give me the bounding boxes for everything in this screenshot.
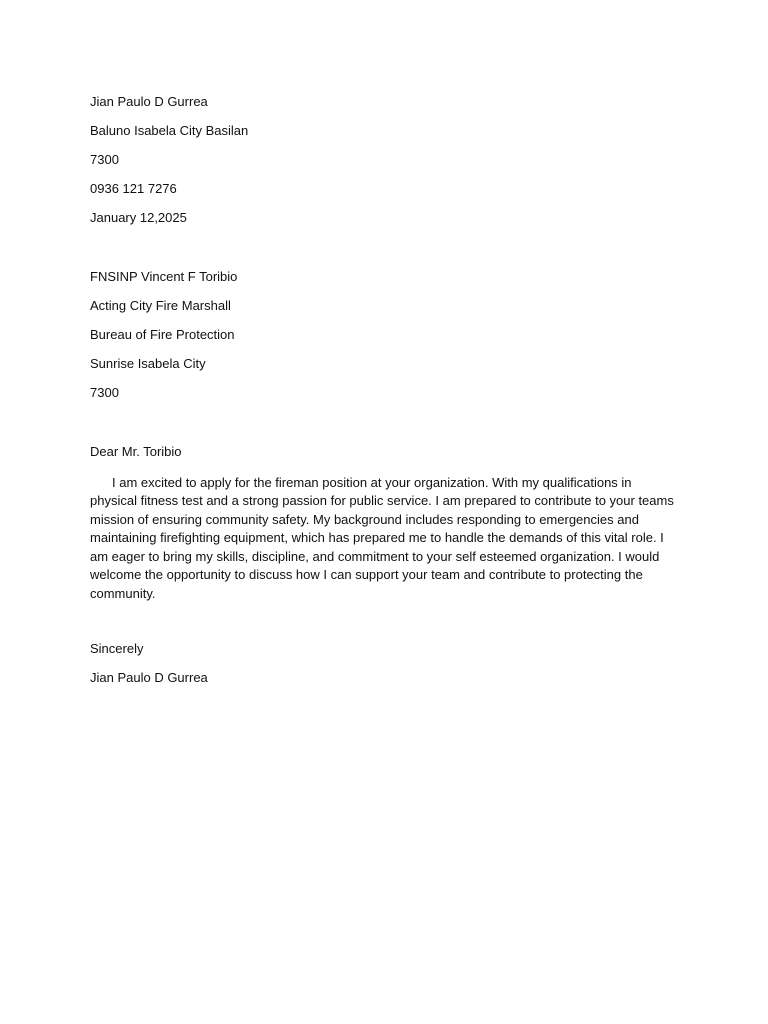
recipient-address: Sunrise Isabela City [90,356,206,371]
letter-date: January 12,2025 [90,210,187,225]
recipient-organization: Bureau of Fire Protection [90,327,235,342]
section-spacer [90,413,678,443]
letter-body: I am excited to apply for the fireman position at your organization. With my qualifications in physical fitness test and a strong passion for public service. I am prepared to contribute to your teams mission of ensuring community safety. My background includes responding to emergencies and maintaining firefighting equipment, which has prepared me to handle the demands of this vital role. I am eager to bring my skills, discipline, and commitment to your self esteemed organization. I would welcome the opportunity to discuss how I can support your team and contribute to protecting the community. [90,474,674,601]
recipient-title: Acting City Fire Marshall [90,298,231,313]
recipient-name: FNSINP Vincent F Toribio [90,269,238,284]
signature-name: Jian Paulo D Gurrea [90,670,208,685]
letter-content [90,93,678,698]
sender-zip: 7300 [90,152,119,167]
sender-phone: 0936 121 7276 [90,181,177,196]
section-spacer [90,603,678,640]
closing: Sincerely [90,641,144,656]
recipient-zip: 7300 [90,385,119,400]
sender-address: Baluno Isabela City Basilan [90,123,249,138]
salutation: Dear Mr. Toribio [90,444,182,459]
section-spacer [90,238,678,268]
sender-name: Jian Paulo D Gurrea [90,94,208,109]
